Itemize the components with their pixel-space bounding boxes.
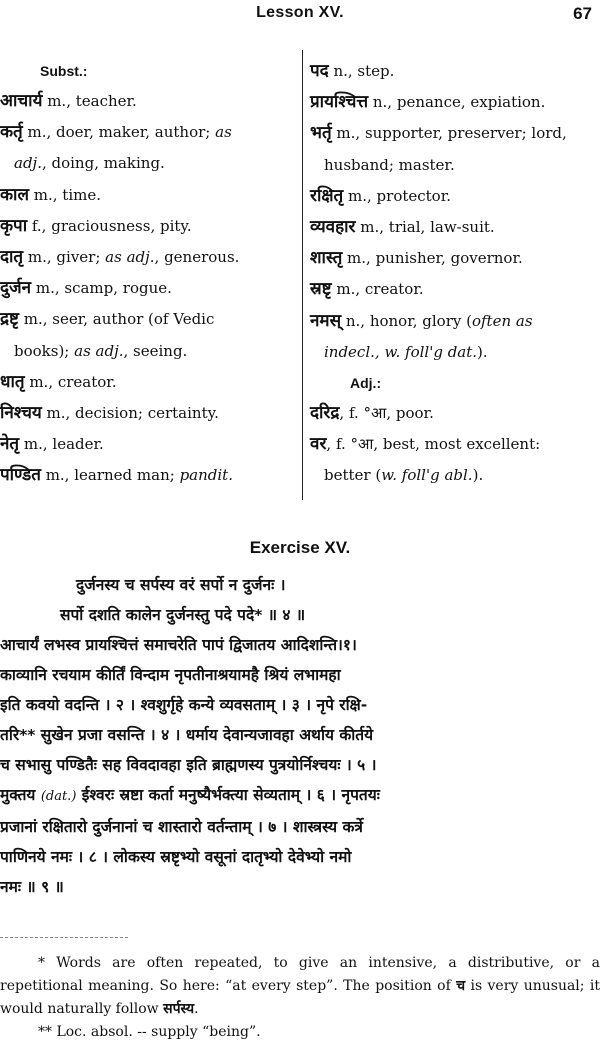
verse-line: दुर्जनस्य च सर्पस्य वरं सर्पो न दुर्जनः । — [76, 576, 286, 594]
vocab-entry — [310, 243, 600, 274]
vocab-entry — [310, 274, 600, 305]
vocab-entry — [310, 118, 600, 149]
definition-text: m., time. — [29, 185, 101, 204]
exercise-line: काव्यानि रचयाम कीर्तिं विन्दाम नृपतीनाश्रयामहै श्रियं लभामहा — [0, 666, 341, 684]
sanskrit-headword: रक्षितृ — [310, 185, 344, 206]
page-header — [0, 4, 600, 26]
sanskrit-headword: नमस् — [310, 310, 342, 331]
sanskrit-headword: प्रायश्चित्त — [310, 92, 369, 113]
vocab-entry — [0, 398, 294, 429]
sanskrit-headword: काल — [0, 184, 29, 205]
section-label: Subst.: — [40, 63, 88, 79]
definition-text: n., penance, expiation. — [368, 93, 546, 112]
definition-text: , generous. — [154, 248, 240, 267]
definition-text: as adj. — [74, 341, 124, 360]
exercise-text-segment: मुक्तय — [0, 786, 41, 804]
definition-text: m., creator. — [24, 372, 117, 391]
footnote-2: ** Loc. absol. -- supply “being”. — [38, 1024, 261, 1040]
footnote-rule — [0, 937, 128, 939]
definition-text: m., leader. — [19, 435, 104, 454]
vocabulary-section — [0, 56, 600, 508]
definition-text: books); — [14, 341, 75, 360]
exercise-text-segment: ईश्वरः स्रष्टा कर्ता मनुष्यैर्भक्त्या सेव्यताम् । ६ । नृपतयः — [76, 786, 380, 804]
sanskrit-headword: द्रष्टृ — [0, 309, 19, 330]
vocab-entry-continuation — [0, 336, 294, 367]
exercise-title: Exercise XV. — [249, 538, 351, 557]
vocab-entry — [0, 429, 294, 460]
vocabulary-right-column — [310, 56, 600, 492]
vocab-entry — [0, 180, 294, 211]
definition-text: n., honor, glory ( — [341, 311, 472, 330]
vocab-entry — [0, 367, 294, 398]
vocab-entry — [310, 181, 600, 212]
definition-text: indecl., w. foll'g dat. — [324, 342, 478, 361]
vocab-entry-continuation — [0, 148, 294, 179]
vocab-entry — [310, 306, 600, 337]
definition-text: as — [215, 123, 232, 142]
footnote-text: is very unusual; it would naturally follow — [0, 978, 600, 1017]
definition-text: , f. °आ, best, most excellent: — [326, 435, 541, 454]
vocab-entry — [310, 56, 600, 87]
definition-text: , seeing. — [123, 341, 188, 360]
sanskrit-headword: पण्डित — [0, 465, 41, 486]
footnotes — [0, 952, 600, 1044]
definition-text: m., supporter, preserver; lord, — [331, 124, 567, 143]
definition-text: m., seer, author (of Vedic — [18, 310, 215, 329]
definition-text: m., creator. — [331, 280, 424, 299]
vocab-entry — [0, 86, 294, 117]
definition-text: as adj. — [105, 248, 155, 267]
sanskrit-headword: कृपा — [0, 215, 28, 236]
vocab-entry — [0, 304, 294, 335]
exercise-line: प्रजानां रक्षितारो दुर्जनानां च शास्तारो वर्तन्ताम् । ७ । शास्त्रस्य कर्त्रे — [0, 818, 363, 836]
definition-text: better ( — [324, 466, 382, 485]
grammar-note: (dat.) — [40, 789, 77, 804]
exercise-line — [0, 780, 600, 812]
footnote-text: * Words are often repeated, to give an intensive, a distributive, or a repetitional meaning. So here: “at every step”. The position of — [0, 955, 600, 994]
sanskrit-headword: शास्तृ — [310, 248, 343, 269]
vocab-entry — [310, 429, 600, 460]
sanskrit-headword: भर्तृ — [310, 123, 332, 144]
exercise-line: आचार्यं लभस्व प्रायश्चित्तं समाचरेति पापं द्विजातय आदिशन्ति।१। — [0, 636, 357, 654]
definition-text: husband; master. — [324, 155, 455, 174]
definition-text: pandit. — [179, 466, 233, 485]
exercise-text — [0, 570, 600, 902]
vocab-entry — [310, 212, 600, 243]
sanskrit-headword: दुर्जन — [0, 278, 32, 299]
definition-text: n., step. — [328, 62, 395, 80]
sanskrit-headword: दातृ — [0, 247, 24, 268]
section-label: Adj.: — [350, 375, 382, 392]
definition-text: w. foll'g abl. — [381, 466, 473, 485]
definition-text: m., protector. — [343, 186, 452, 205]
exercise-line: तरि** सुखेन प्रजा वसन्ति । ४ । धर्माय देवान्यजावहा अर्थाय कीर्तये — [0, 726, 374, 744]
vocab-entry-continuation — [310, 460, 600, 491]
vocab-entry — [0, 460, 294, 491]
footnote-1 — [0, 952, 600, 1021]
definition-text: ). — [472, 466, 484, 485]
definition-text: often as — [471, 311, 533, 330]
definition-text: m., giver; — [23, 248, 106, 267]
sanskrit-headword: दरिद्र — [310, 403, 340, 424]
definition-text: m., decision; certainty. — [41, 404, 219, 423]
footnote-sanskrit-word: च — [456, 978, 466, 994]
sanskrit-headword: धातृ — [0, 371, 25, 392]
definition-text: , f. °आ, poor. — [339, 404, 434, 423]
exercise-line: नमः ॥ ९ ॥ — [0, 878, 64, 896]
page-number: 67 — [573, 4, 592, 23]
sanskrit-headword: स्रष्टृ — [310, 279, 332, 300]
vocab-entry — [310, 87, 600, 118]
definition-text: m., doer, maker, author; — [22, 123, 216, 142]
exercise-line: च सभासु पण्डितैः सह विवदावहा इति ब्राह्मणस्य पुत्रयोर्निश्चयः । ५ । — [0, 756, 377, 774]
definition-text: ). — [477, 342, 488, 361]
vocab-entry — [0, 273, 294, 304]
verse-line: सर्पो दशति कालेन दुर्जनस्तु पदे पदे* ॥ ४ ॥ — [60, 606, 306, 624]
definition-text: f., graciousness, pity. — [27, 216, 192, 235]
vocab-entry — [0, 242, 294, 273]
sanskrit-headword: व्यवहार — [310, 217, 356, 238]
vocab-entry — [310, 398, 600, 429]
sanskrit-headword: कर्तृ — [0, 122, 23, 143]
definition-text: m., learned man; — [40, 466, 180, 485]
footnote-text: . — [194, 1001, 199, 1017]
vocab-entry — [0, 211, 294, 242]
sanskrit-headword: निश्चय — [0, 403, 42, 424]
sanskrit-headword: वर — [310, 434, 327, 455]
sanskrit-headword: नेतृ — [0, 434, 20, 455]
definition-text: m., punisher, governor. — [342, 249, 523, 268]
vocab-entry-continuation — [310, 150, 600, 181]
vocab-entry — [0, 117, 294, 148]
definition-text: adj. — [14, 154, 42, 173]
exercise-line: इति कवयो वदन्ति । २ । श्वशुर्गृहे कन्ये व्यवसताम् । ३ । नृपे रक्षि- — [0, 696, 368, 714]
sanskrit-headword: आचार्य — [0, 91, 43, 111]
definition-text: m., scamp, rogue. — [31, 279, 172, 298]
definition-text: m., teacher. — [42, 92, 137, 110]
definition-text: , doing, making. — [41, 154, 165, 173]
exercise-line: पाणिनये नमः । ८ । लोकस्य स्रष्टृभ्यो वसूनां दातृभ्यो देवेभ्यो नमो — [0, 848, 352, 866]
vocabulary-left-column — [0, 56, 294, 492]
definition-text: m., trial, law-suit. — [355, 218, 495, 237]
footnote-sanskrit-word: सर्पस्य — [163, 1001, 195, 1017]
running-title: Lesson XV. — [256, 4, 344, 21]
sanskrit-headword: पद — [310, 61, 329, 81]
column-divider — [302, 50, 303, 500]
vocab-entry-continuation — [310, 337, 600, 368]
